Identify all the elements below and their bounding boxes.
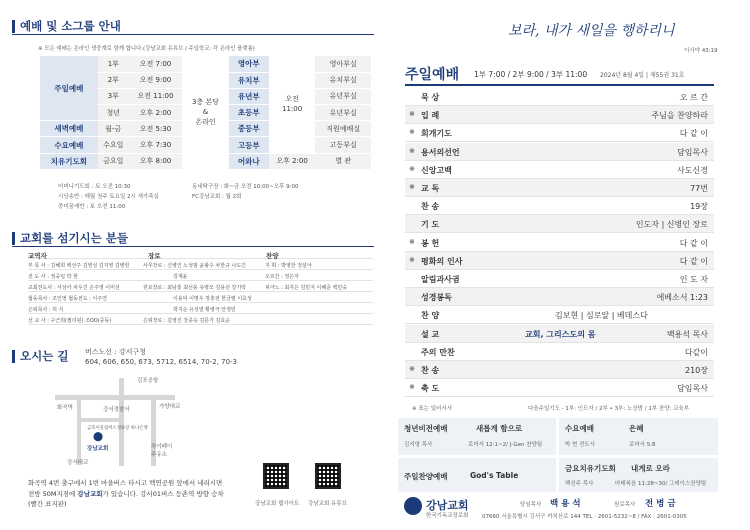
order-row — [405, 197, 714, 215]
map-pin-icon: ⬤ — [93, 432, 104, 442]
next-prayer-note: 다음주일기도 - 1부: 인도자 / 2부 • 3부: 노상범 / 1부 찬양: 교육부 — [528, 406, 690, 412]
staff-row — [28, 304, 373, 314]
school-name: 중등부 — [229, 121, 269, 137]
school-room: 유년부실 — [315, 88, 371, 104]
school-room: 고등부실 — [315, 137, 371, 153]
box-title: 금요치유기도회 — [565, 464, 616, 473]
divider — [12, 246, 374, 247]
directions-church-highlight: 강남교회 — [77, 489, 103, 498]
standing-mark: ※ — [409, 237, 415, 246]
school-room: 유년부실 — [315, 105, 371, 121]
sunday-time: 오후 2:00 — [129, 105, 182, 121]
staff-header: 교역자 — [28, 252, 47, 260]
other-worship-name: 수요예배 — [40, 137, 98, 153]
qr-code-icon[interactable] — [315, 463, 341, 489]
map-label-gas-station: 하이페이 주유소 — [151, 444, 173, 458]
order-value: 210장 — [685, 366, 708, 375]
school-name: 고등부 — [229, 137, 269, 153]
qr-code-icon[interactable] — [263, 463, 289, 489]
order-row — [405, 88, 714, 106]
map-section-label: 오시는 길 — [20, 349, 69, 363]
other-worship-day: 월-금 — [98, 121, 129, 137]
qr-caption: 강남교회 유튜브 — [308, 501, 347, 507]
road — [77, 418, 124, 422]
other-worship-time: 오전 5:30 — [129, 121, 182, 137]
standing-mark: ※ — [409, 183, 415, 191]
order-label: 기 도 — [421, 220, 440, 230]
online-note: ※ 모든 예배는 온라인 생중계로 함께 합니다.(강남교회 유튜브 / 주일학교: 각 온라인 플랫폼) — [38, 46, 255, 52]
sunday-time: 오전 9:00 — [129, 72, 182, 88]
wednesday-worship-box — [559, 418, 718, 455]
box-subtitle: 새롭게 함으로 — [476, 424, 523, 433]
order-row — [405, 106, 714, 124]
order-label: 설 교 — [421, 329, 440, 339]
staff-row — [28, 271, 373, 281]
school-room: 영아부실 — [315, 56, 371, 72]
order-value: 에베소서 1:23 — [656, 293, 708, 303]
staff-row — [28, 315, 373, 325]
school-room: 유치부실 — [315, 72, 371, 88]
sunday-part: 2부 — [98, 72, 129, 88]
bus-numbers: 604, 606, 650, 673, 5712, 6514, 70-2, 70-3 — [85, 358, 237, 366]
youth-worship-box — [398, 418, 556, 455]
order-row — [405, 179, 714, 197]
other-worship-day: 수요일 — [98, 137, 129, 153]
map-label-police: 강서경찰서 — [103, 407, 130, 413]
staff-section-title — [12, 230, 128, 246]
praise-worship-box — [398, 458, 556, 492]
staff-table — [28, 249, 373, 331]
order-value: 사도신경 — [677, 165, 708, 175]
school-name: 어와나 — [229, 153, 269, 169]
worship-schedule-table — [40, 56, 371, 170]
staff-cell: 지 휘 : 박영한 정설아 — [265, 263, 312, 269]
map-label-gimpo: 김포공항 — [137, 378, 159, 384]
order-value: 19장 — [690, 202, 708, 212]
location-label: 3층 본당 & 온라인 — [182, 56, 229, 169]
bus-label: 버스노선 : 강서구청 — [85, 348, 146, 356]
standing-mark: ※ — [409, 146, 415, 155]
order-value: 77번 — [690, 184, 708, 193]
school-name: 유치부 — [229, 72, 269, 88]
divider — [405, 84, 714, 86]
order-row — [405, 124, 714, 142]
standing-mark: ※ — [409, 164, 415, 173]
order-label: 입 례 — [421, 111, 440, 121]
box-leader: 김지영 목사 — [404, 442, 433, 448]
awana-time: 오후 2:00 — [269, 153, 316, 169]
elder-label: 원로목사 — [614, 502, 636, 508]
staff-cell: 오르간 : 정은자 — [265, 274, 299, 280]
service-times: 1부 7:00 / 2부 9:00 / 3부 11:00 — [474, 70, 588, 79]
order-row — [405, 325, 714, 343]
order-value: 다 같 이 — [679, 129, 708, 139]
order-row — [405, 143, 714, 161]
calligraphy-verse: 보라, 내가 새일을 행하리니 — [508, 23, 675, 39]
section-bar — [12, 350, 15, 363]
staff-row — [28, 260, 373, 270]
order-row — [405, 361, 714, 379]
box-text: 로마서 12:1~2/ J-Gen 찬양팀 — [468, 442, 543, 448]
staff-cell: 원로장로 : 최남흥 최선용 유병모 김용선 강기락 — [143, 285, 246, 291]
sunday-worship-title: 주일예배 — [405, 67, 460, 83]
sunday-label: 주일예배 — [40, 56, 98, 121]
sunday-time: 오전 7:00 — [129, 56, 182, 72]
standing-footnote: ※ 표는 일어서서 — [412, 406, 452, 412]
staff-cell: 김재윤 — [173, 274, 188, 280]
box-leader: 백선주 목사 — [565, 481, 594, 487]
map-label-gangseo: 강서대교 — [67, 460, 89, 466]
note-item: 중미꿈예반 : 토 오전 11:00 — [58, 204, 126, 210]
order-label: 찬 송 — [421, 366, 440, 375]
staff-row — [28, 282, 373, 292]
order-value: 다 같 이 — [679, 256, 708, 266]
other-worship-time: 오후 8:00 — [129, 153, 182, 169]
staff-cell: 은퇴장로 : 김영진 강종옥 김문기 김효순 — [143, 318, 230, 324]
order-label: 평화의 인사 — [421, 256, 463, 266]
school-name: 유년부 — [229, 88, 269, 104]
box-leader: 박 현 전도사 — [565, 442, 596, 448]
notes-left — [58, 182, 159, 212]
order-row — [405, 379, 714, 397]
order-detail: 김보현 | 심로알 | 베데스다 — [555, 311, 648, 321]
box-text: 마태복음 11:28~30/ 그레이스찬양팀 — [615, 481, 707, 487]
staff-section-label: 교회를 섬기시는 분들 — [20, 231, 128, 245]
other-worship-day: 금요일 — [98, 153, 129, 169]
order-label: 회개기도 — [421, 129, 452, 139]
standing-mark: ※ — [409, 110, 415, 119]
map-label-church: 강남교회 — [87, 446, 109, 452]
worship-section-title — [12, 18, 121, 34]
order-value: 주님을 찬양하라 — [651, 111, 708, 121]
staff-row — [28, 293, 373, 303]
order-row — [405, 288, 714, 306]
order-row — [405, 343, 714, 361]
order-value: 오 르 간 — [679, 93, 708, 102]
box-title: 청년비전예배 — [404, 424, 448, 433]
order-label: 봉 헌 — [421, 238, 440, 248]
school-time: 오전 11:00 — [269, 56, 316, 153]
staff-cell: 선 교 사 : 구근희(필리핀) 조OO(중동) — [28, 318, 112, 324]
order-label: 알림과사귐 — [421, 275, 460, 284]
order-label: 신앙고백 — [421, 165, 452, 175]
staff-cell: 이용덕 이명우 장흥전 한금렬 이효성 — [173, 296, 252, 302]
notes-right — [192, 182, 298, 202]
qr-caption: 강남교회 웹사이트 — [255, 501, 300, 507]
staff-cell: 교회전도사 : 서삼아 차우진 손주영 이미선 — [28, 285, 120, 291]
verse-reference: 이사야 43:19 — [684, 48, 718, 54]
order-value: 담임목사 — [677, 384, 708, 394]
order-value: 담임목사 — [677, 147, 708, 157]
standing-mark: ※ — [409, 128, 415, 137]
box-subtitle: 은혜 — [629, 424, 644, 433]
map-label-hwagok: 화곡역 — [57, 405, 73, 411]
church-logo-icon — [404, 497, 422, 515]
order-label: 묵 상 — [421, 93, 440, 102]
note-item: 동네탁구장 : 화~금 오전 10:00~오후 9:00 — [192, 184, 299, 190]
order-label: 주의 만찬 — [421, 347, 455, 357]
box-text: 로마서 5:8 — [629, 442, 656, 448]
order-label: 찬 송 — [421, 202, 440, 212]
order-label: 교 독 — [421, 184, 440, 193]
standing-mark: ※ — [409, 383, 415, 392]
road — [77, 395, 81, 465]
box-title: 수요예배 — [565, 424, 594, 433]
order-value: 인 도 자 — [679, 275, 708, 284]
staff-cell: 전 도 사 : 정중임 박 현 — [28, 274, 78, 280]
other-worship-name: 치유기도회 — [40, 153, 98, 169]
box-subtitle: 내게로 오라 — [631, 464, 670, 473]
sunday-part: 3부 — [98, 88, 129, 104]
staff-header-row — [28, 249, 373, 259]
other-worship-time: 오후 7:30 — [129, 137, 182, 153]
school-room: 직원예배실 — [315, 121, 371, 137]
order-value: 다 같 이 — [679, 238, 708, 248]
order-label: 용서의선언 — [421, 147, 460, 157]
box-title: 주일찬양예배 — [404, 472, 448, 481]
bulletin-date: 2024년 8월 4일 | 제55권 31호 — [600, 72, 685, 79]
order-value: 백용석 목사 — [666, 329, 708, 339]
road — [55, 395, 175, 400]
order-row — [405, 215, 714, 233]
box-subtitle: God's Table — [470, 471, 519, 480]
friday-prayer-box — [559, 458, 718, 492]
map-label-subway: 금호어울림버스정류장 하나은행 — [87, 426, 148, 431]
school-name: 초등부 — [229, 105, 269, 121]
pastor-label: 담임목사 — [520, 502, 542, 508]
staff-cell: 곽지순 유성열 황병극 안정민 — [173, 307, 236, 313]
note-item: FC강남교회 : 월 2회 — [192, 194, 242, 200]
section-bar — [12, 20, 15, 33]
sunday-part: 1부 — [98, 56, 129, 72]
order-row — [405, 306, 714, 324]
staff-cell: 부 목 사 : 김혜희 백선주 김영성 김지영 김병헌 — [28, 263, 130, 269]
church-name: 강남교회 — [426, 499, 469, 512]
school-room: 별 관 — [315, 153, 371, 169]
staff-cell: 은퇴목사 : 허 식 — [28, 307, 64, 313]
directions-text: 화곡역 4번 출구에서 1번 마을버스 타시고 백연공원 앞에서 내리시면 전방 50M지점에 강남교회가 있습니다. 강서01버스 등촌역 방향 승차(빨간 표지판) — [28, 479, 224, 508]
map-label-gayang: 가양대교 — [159, 404, 181, 410]
order-label: 성경봉독 — [421, 293, 452, 303]
section-bar — [12, 232, 15, 245]
order-value: 인도자 | 신병인 장로 — [635, 220, 708, 230]
map[interactable] — [55, 378, 190, 466]
church-denomination: 한국기독교장로회 — [426, 513, 469, 519]
school-name: 영아부 — [229, 56, 269, 72]
staff-cell: 사무장로 : 신병인 노성범 윤왕수 차한규 나도긴 — [143, 263, 246, 269]
pastor-name: 백 용 석 — [550, 499, 581, 509]
order-detail: 교회, 그리스도의 몸 — [525, 329, 596, 339]
standing-mark: ※ — [409, 255, 415, 264]
order-label: 축 도 — [421, 384, 440, 394]
standing-mark: ※ — [409, 365, 415, 373]
order-label: 찬 양 — [421, 311, 440, 321]
note-item: 어머니기도회 : 토 오전 10:30 — [58, 184, 131, 190]
worship-section-label: 예배 및 소그룹 안내 — [20, 19, 121, 33]
order-value: 다같이 — [684, 347, 708, 357]
order-row — [405, 234, 714, 252]
staff-cell: 협동목사 : 조인영 협동전도 : 이주연 — [28, 296, 107, 302]
sunday-part: 청년 — [98, 105, 129, 121]
note-item: 시낭송반 : 매월 첫주 토요일 2시 새가족실 — [58, 194, 159, 200]
sunday-time: 오전 11:00 — [129, 88, 182, 104]
church-address: 07660 서울특별시 강서구 까치산로 144 TEL : 2601-5232~8 / FAX : 2601-0305 — [482, 514, 687, 520]
staff-header: 장로 — [148, 252, 161, 260]
divider — [12, 34, 374, 35]
order-row — [405, 161, 714, 179]
map-section-title — [12, 348, 68, 364]
elder-name: 전 병 금 — [645, 499, 676, 509]
staff-header: 찬양 — [266, 252, 279, 260]
order-row — [405, 252, 714, 270]
staff-cell: 피아노 : 최지은 김민지 이혜준 백민숙 — [265, 285, 348, 291]
order-row — [405, 270, 714, 288]
other-worship-name: 새벽예배 — [40, 121, 98, 137]
